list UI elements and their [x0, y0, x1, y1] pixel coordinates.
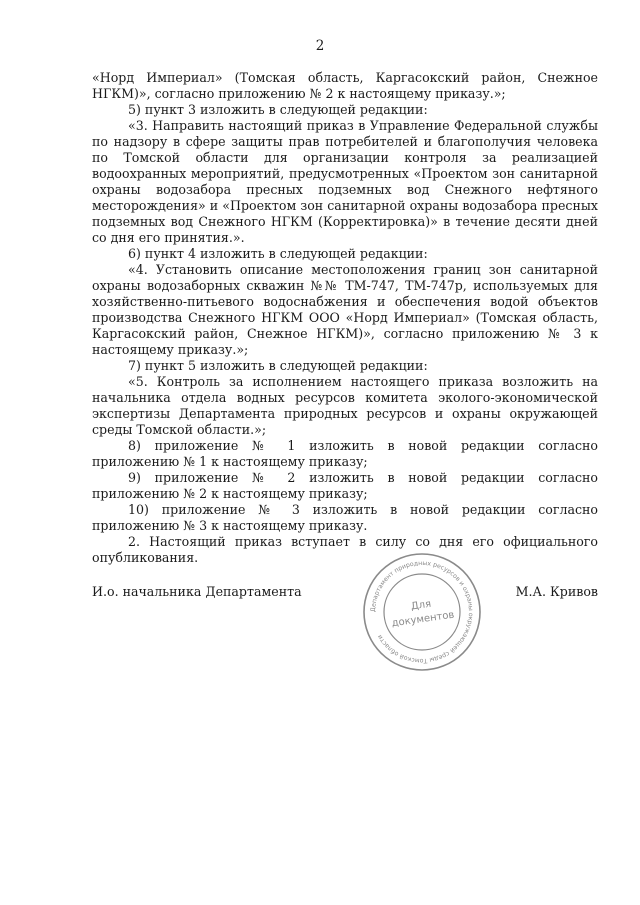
paragraph: 2. Настоящий приказ вступает в силу со дня его официального опубликования. [92, 534, 598, 565]
paragraph: «Норд Империал» (Томская область, Каргасокский район, Снежное НГКМ)», согласно приложению № 2 к настоящему приказу.»; [92, 70, 598, 101]
stamp-outer-ring [364, 554, 480, 670]
signature-block [92, 559, 598, 668]
paragraph: 9) приложение № 2 изложить в новой редакции согласно приложению № 2 к настоящему приказу; [92, 470, 598, 501]
signatory-name: М.А. Кривов [515, 584, 598, 599]
paragraph: «5. Контроль за исполнением настоящего приказа возложить на начальника отдела водных ресурсов комитета эколого-экономической экспертизы Департамента природных ресурсов и охраны окружающей среды Томской области.»; [92, 374, 598, 437]
stamp-center-line-2: документов [391, 609, 456, 630]
paragraph: 6) пункт 4 изложить в следующей редакции: [128, 246, 428, 261]
stamp-ring-text: Департамент природных ресурсов и охраны окружающей среды Томской области [369, 559, 475, 665]
stamp-center-line-1: Для [410, 598, 432, 613]
signatory-position: И.о. начальника Департамента [92, 584, 302, 599]
paragraph: «4. Установить описание местоположения границ зон санитарной охраны водозаборных скважин №№ ТМ-747, ТМ-747р, используемых для хозяйственно-питьевого водоснабжения и обеспечения водой объектов производства Снежного НГКМ ООО «Норд Империал» (Томская область, Каргасокский район, Снежное НГКМ)», согласно приложению № 3 к настоящему приказу.»; [92, 262, 598, 357]
official-stamp [360, 550, 484, 674]
paragraph: 10) приложение № 3 изложить в новой редакции согласно приложению № 3 к настоящему приказу. [92, 502, 598, 533]
paragraph: 7) пункт 5 изложить в следующей редакции: [128, 358, 428, 373]
document-body [92, 70, 598, 566]
paragraph: 8) приложение № 1 изложить в новой редакции согласно приложению № 1 к настоящему приказу; [92, 438, 598, 469]
paragraph: 5) пункт 3 изложить в следующей редакции: [128, 102, 428, 117]
paragraph: «3. Направить настоящий приказ в Управление Федеральной службы по надзору в сфере защиты прав потребителей и благополучия человека по Томской области для организации контроля за реализацией водоохранных мероприятий, предусмотренных «Проектом зон санитарной охраны водозабора пресных подземных вод Снежного нефтяного месторождения» и «Проектом зон санитарной охраны водозабора пресных подземных вод Снежного НГКМ (Корректировка)» в течение десяти дней со дня его принятия.». [92, 118, 598, 245]
page-number: 2 [315, 38, 325, 54]
